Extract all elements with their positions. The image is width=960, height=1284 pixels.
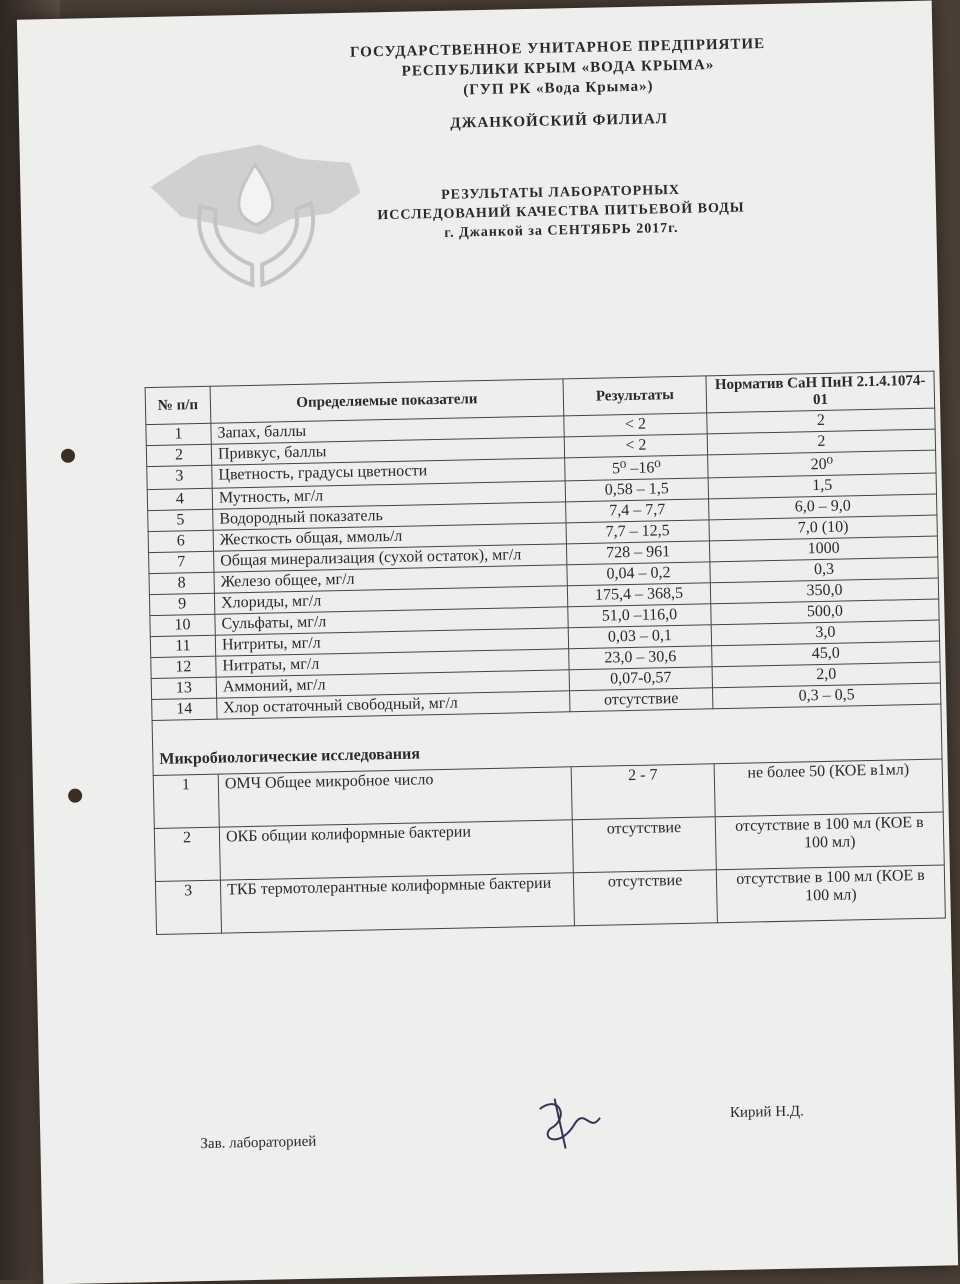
punch-hole — [61, 449, 75, 463]
row-num: 12 — [151, 656, 216, 678]
row-result: < 2 — [564, 434, 707, 458]
row-num: 11 — [150, 635, 215, 657]
header-result: Результаты — [563, 376, 707, 416]
organization-name — [297, 33, 818, 104]
row-name: Нитриты, мг/л — [215, 628, 568, 656]
row-num: 2 — [154, 827, 220, 881]
document-title — [300, 178, 821, 246]
org-line1: ГОСУДАРСТВЕННОЕ УНИТАРНОЕ ПРЕДПРИЯТИЕ — [349, 36, 766, 61]
row-name: Нитраты, мг/л — [216, 649, 569, 677]
row-name: Общая минерализация (сухой остаток), мг/л — [214, 544, 567, 572]
row-name: Запах, баллы — [211, 416, 564, 444]
row-norm: 1000 — [709, 536, 937, 562]
row-name: ОМЧ Общее микробное число — [218, 767, 572, 827]
title-line3: г. Джанкой за СЕНТЯБРЬ 2017г. — [444, 220, 679, 241]
row-norm: 2 — [707, 408, 935, 434]
row-num: 6 — [148, 530, 213, 552]
row-result: 23,0 – 30,6 — [569, 646, 712, 670]
row-norm: 3,0 — [711, 620, 939, 646]
row-norm: 45,0 — [712, 641, 940, 667]
row-name: Привкус, баллы — [211, 437, 564, 465]
row-num: 3 — [147, 465, 212, 489]
row-norm: 2 — [707, 429, 935, 455]
row-name: Хлор остаточный свободный, мг/л — [217, 691, 570, 719]
row-norm: отсутствие в 100 мл (КОЕ в 100 мл) — [715, 812, 944, 870]
row-norm: 20⁰ — [708, 450, 936, 478]
org-line2: РЕСПУБЛИКИ КРЫМ «ВОДА КРЫМА» — [401, 57, 715, 80]
row-name: ОКБ общии колиформные бактерии — [219, 820, 573, 880]
row-name: ТКБ термотолерантные колиформные бактерии — [220, 873, 574, 933]
row-name: Мутность, мг/л — [212, 481, 565, 509]
row-num: 14 — [152, 698, 217, 720]
row-result: < 2 — [564, 413, 707, 437]
row-norm: 0,3 – 0,5 — [712, 683, 940, 709]
row-num: 8 — [149, 572, 214, 594]
row-norm: 6,0 – 9,0 — [709, 494, 937, 520]
row-result: 0,04 – 0,2 — [567, 562, 710, 586]
row-norm: 1,5 — [708, 473, 936, 499]
header-norm: Норматив СаН ПиН 2.1.4.1074-01 — [706, 371, 935, 413]
row-name: Хлориды, мг/л — [214, 586, 567, 614]
row-result: 175,4 – 368,5 — [567, 583, 710, 607]
row-num: 9 — [149, 593, 214, 615]
micro-section-title: Микробиологические исследования — [152, 704, 942, 776]
row-norm: 2,0 — [712, 662, 940, 688]
row-num: 1 — [146, 423, 211, 445]
header-name: Определяемые показатели — [210, 379, 564, 423]
row-result: 51,0 –116,0 — [568, 604, 711, 628]
header-num: № п/п — [145, 386, 211, 424]
row-num: 5 — [148, 509, 213, 531]
row-result: 7,7 – 12,5 — [566, 520, 709, 544]
results-table — [145, 371, 946, 935]
row-result: 728 – 961 — [566, 541, 709, 565]
row-result: отсутствие — [573, 870, 717, 926]
signer-role: Зав. лабораторией — [200, 1133, 317, 1153]
row-num: 10 — [150, 614, 215, 636]
row-norm: 7,0 (10) — [709, 515, 937, 541]
document-page — [17, 1, 958, 1284]
signer-name: Кирий Н.Д. — [729, 1103, 804, 1122]
row-norm: 0,3 — [710, 557, 938, 583]
punch-hole — [68, 789, 82, 803]
title-line1: РЕЗУЛЬТАТЫ ЛАБОРАТОРНЫХ — [441, 182, 681, 203]
row-norm: отсутствие в 100 мл (КОЕ в 100 мл) — [716, 865, 945, 923]
row-result: 0,03 – 0,1 — [568, 625, 711, 649]
row-num: 7 — [149, 551, 214, 573]
row-num: 4 — [147, 488, 212, 510]
row-result: 2 - 7 — [571, 764, 715, 820]
row-result: 7,4 – 7,7 — [566, 499, 709, 523]
row-num: 13 — [151, 677, 216, 699]
row-name: Водородный показатель — [213, 502, 566, 530]
row-result: 0,58 – 1,5 — [565, 478, 708, 502]
row-name: Железо общее, мг/л — [214, 565, 567, 593]
row-norm: 500,0 — [711, 599, 939, 625]
row-norm: 350,0 — [710, 578, 938, 604]
row-name: Аммоний, мг/л — [216, 670, 569, 698]
row-num: 2 — [146, 444, 211, 466]
branch-name: ДЖАНКОЙСКИЙ ФИЛИАЛ — [450, 111, 669, 132]
row-name: Цветность, градусы цветности — [212, 458, 565, 488]
row-num: 3 — [155, 880, 221, 934]
signature-icon — [529, 1088, 610, 1160]
row-result: отсутствие — [572, 817, 716, 873]
row-name: Сульфаты, мг/л — [215, 607, 568, 635]
row-num: 1 — [153, 774, 219, 828]
row-name: Жесткость общая, ммоль/л — [213, 523, 566, 551]
row-norm: не более 50 (КОЕ в1мл) — [714, 759, 943, 817]
row-result: 5⁰ –16⁰ — [565, 455, 708, 481]
title-line2: ИССЛЕДОВАНИЙ КАЧЕСТВА ПИТЬЕВОЙ ВОДЫ — [377, 200, 745, 224]
org-line3: (ГУП РК «Вода Крыма») — [463, 78, 654, 99]
row-result: отсутствие — [570, 688, 713, 712]
row-result: 0,07-0,57 — [569, 667, 712, 691]
